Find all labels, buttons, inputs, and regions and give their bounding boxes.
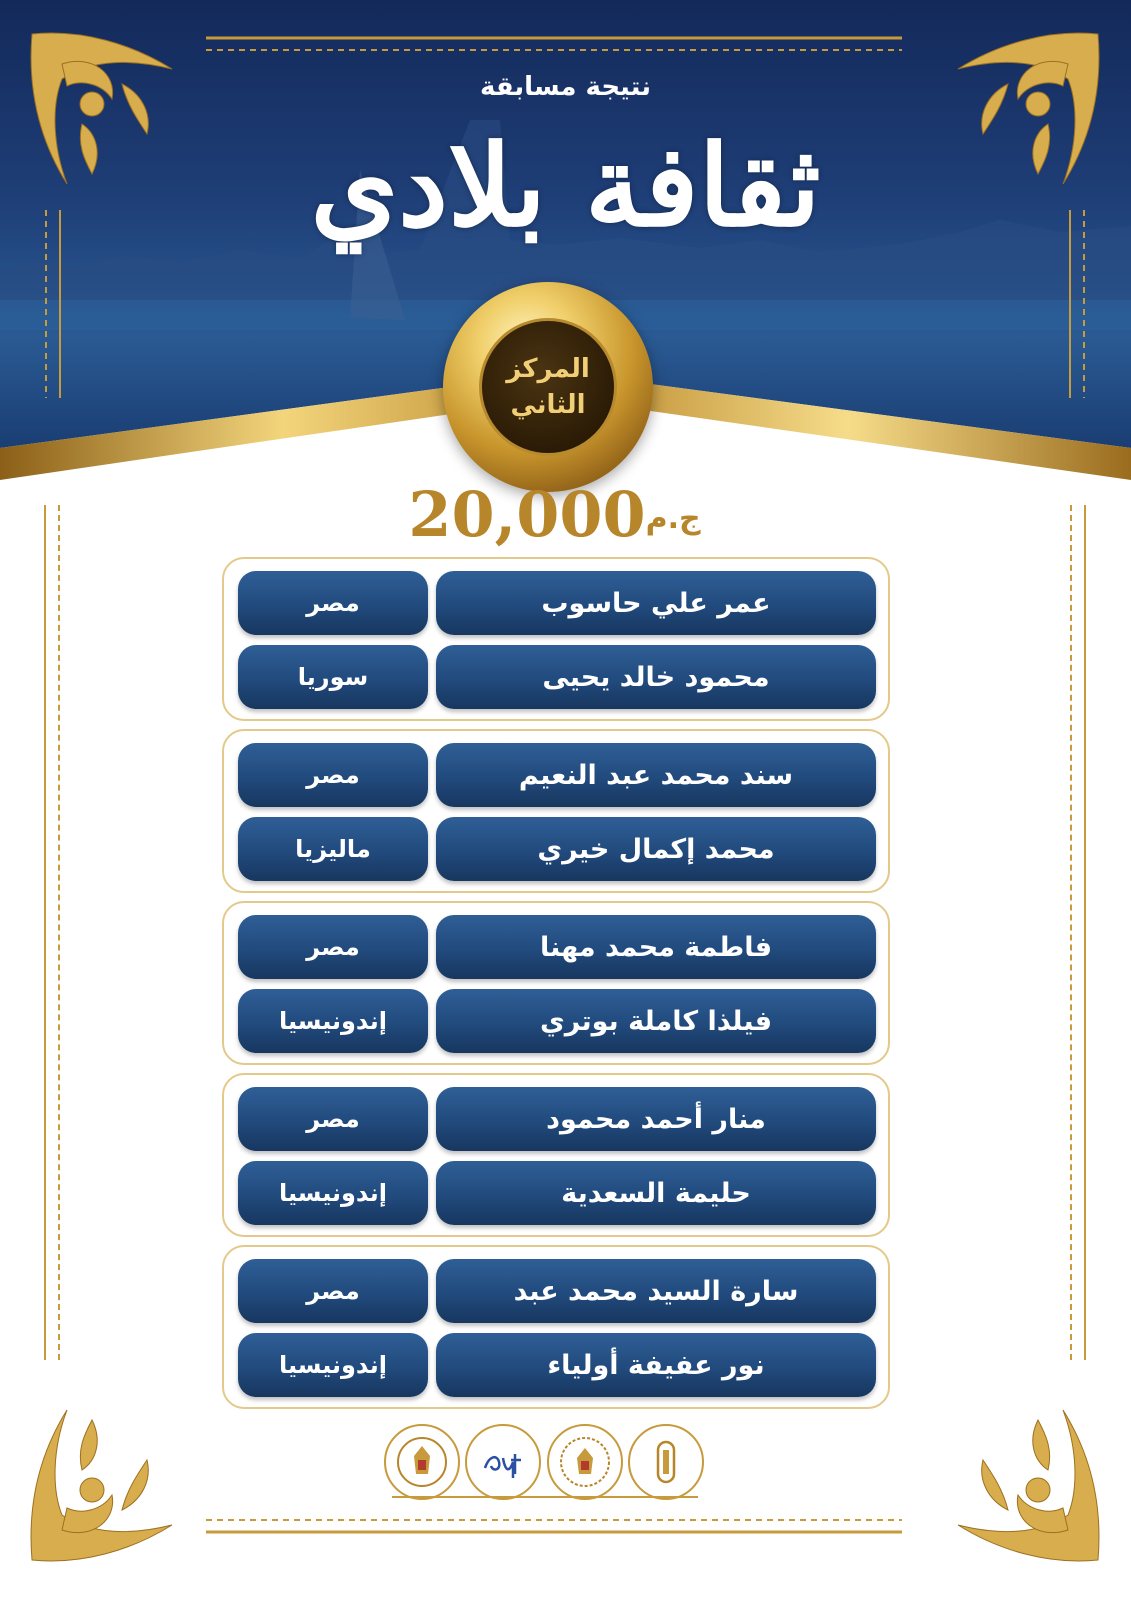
top-left-ornament-icon bbox=[22, 24, 192, 194]
left-border-line bbox=[44, 505, 46, 1360]
sponsor-logos bbox=[384, 1424, 704, 1500]
winner-group bbox=[222, 557, 890, 721]
winner-group bbox=[222, 729, 890, 893]
contest-title: ثقافة بلادي bbox=[310, 121, 821, 252]
winner-row bbox=[238, 915, 876, 979]
winner-row bbox=[238, 571, 876, 635]
winner-name: محمود خالد يحيى bbox=[436, 645, 876, 709]
winner-row bbox=[238, 1161, 876, 1225]
winner-country: مصر bbox=[238, 1087, 428, 1151]
egypt-logo-icon bbox=[465, 1424, 541, 1500]
medal-label-line2: الثاني bbox=[510, 390, 586, 420]
prize-amount bbox=[0, 478, 1131, 551]
winner-country: مصر bbox=[238, 571, 428, 635]
prize-value: 20,000 bbox=[408, 478, 646, 551]
winner-row bbox=[238, 743, 876, 807]
winner-name: سارة السيد محمد عبد bbox=[436, 1259, 876, 1323]
al-azhar-seal-icon bbox=[628, 1424, 704, 1500]
winner-row bbox=[238, 1333, 876, 1397]
winner-name: سند محمد عبد النعيم bbox=[436, 743, 876, 807]
winner-country: إندونيسيا bbox=[238, 1161, 428, 1225]
winner-group bbox=[222, 1073, 890, 1237]
ministry-seal-icon bbox=[384, 1424, 460, 1500]
winner-name: فاطمة محمد مهنا bbox=[436, 915, 876, 979]
winner-country: مصر bbox=[238, 915, 428, 979]
winner-row bbox=[238, 817, 876, 881]
winner-country: إندونيسيا bbox=[238, 1333, 428, 1397]
right-border-line bbox=[1084, 505, 1086, 1360]
winner-name: حليمة السعدية bbox=[436, 1161, 876, 1225]
winner-group bbox=[222, 1245, 890, 1409]
winner-country: مصر bbox=[238, 743, 428, 807]
winner-country: ماليزيا bbox=[238, 817, 428, 881]
winners-list bbox=[222, 557, 890, 1417]
bottom-left-ornament-icon bbox=[22, 1400, 192, 1570]
winner-row bbox=[238, 1259, 876, 1323]
winner-row bbox=[238, 1087, 876, 1151]
contest-subtitle: نتيجة مسابقة bbox=[479, 72, 652, 102]
winner-name: نور عفيفة أولياء bbox=[436, 1333, 876, 1397]
winner-country: إندونيسيا bbox=[238, 989, 428, 1053]
winner-name: فيلذا كاملة بوتري bbox=[436, 989, 876, 1053]
winner-country: سوريا bbox=[238, 645, 428, 709]
prize-currency: ج.م bbox=[645, 501, 701, 536]
bottom-right-ornament-icon bbox=[938, 1400, 1108, 1570]
medal-center bbox=[479, 318, 617, 456]
winner-country: مصر bbox=[238, 1259, 428, 1323]
right-border-dashed bbox=[1070, 505, 1072, 1360]
winner-row bbox=[238, 645, 876, 709]
winner-name: محمد إكمال خيري bbox=[436, 817, 876, 881]
winner-row bbox=[238, 989, 876, 1053]
second-place-medal bbox=[443, 282, 653, 492]
medal-label-line1: المركز bbox=[506, 354, 590, 384]
top-right-ornament-icon bbox=[938, 24, 1108, 194]
bottom-border-lines bbox=[206, 1516, 902, 1536]
winner-name: منار أحمد محمود bbox=[436, 1087, 876, 1151]
winner-group bbox=[222, 901, 890, 1065]
ministry-of-tourism-and-antiquities-icon bbox=[547, 1424, 623, 1500]
left-border-dashed bbox=[58, 505, 60, 1360]
logos-divider bbox=[392, 1496, 698, 1498]
winner-name: عمر علي حاسوب bbox=[436, 571, 876, 635]
